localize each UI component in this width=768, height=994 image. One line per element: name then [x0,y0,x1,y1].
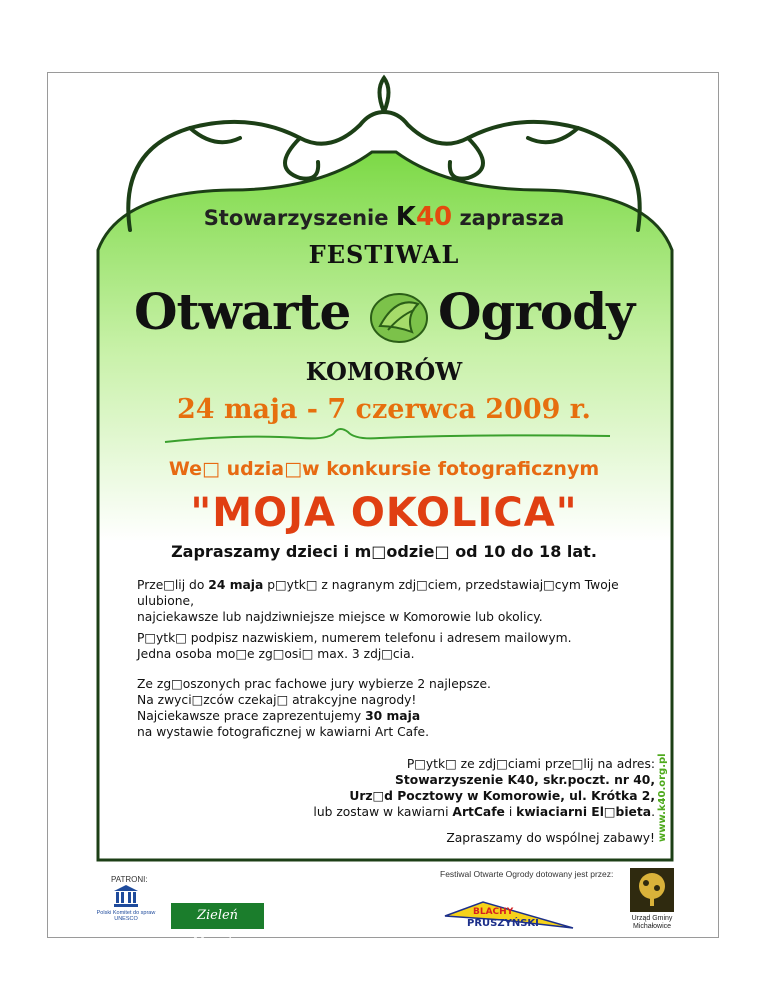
blachy-pruszynski-logo [443,898,578,938]
organizer-line: Stowarzyszenie K40 zaprasza [203,202,565,232]
festival-name-left: Otwarte [134,282,351,341]
patrons-label: PATRONI: [111,875,148,884]
contest-intro: We□ udzia□w konkursie fotograficznym [168,458,600,480]
blachy-top-text: BLACHY [473,907,514,917]
gmina-michalowice-tree-icon [630,868,674,912]
paragraph-prizes: Ze zg□oszonych prac fachowe jury wybierze 2 najlepsze. Na zwyci□zców czekaj□ atrakcyjne nagrody! Najciekawsze prace zaprezentujemy 30 maja na wystawie fotograficznej w kawiarni Art Cafe. [137,677,491,739]
unesco-label: Polski Komitet do spraw UNESCO [96,910,156,922]
zielen-miejska-logo: Zieleń Miejska [171,903,264,929]
funded-by-label: Festiwal Otwarte Ogrody dotowany jest przez: [440,869,614,879]
contest-name: "MOJA OKOLICA" [190,490,578,536]
blachy-bottom-text: PRUSZYŃSKI [467,918,539,929]
festival-leaf-logo-icon [366,286,432,346]
k40-logo-text: K40 [395,202,453,232]
gmina-label: Urząd Gminy Michałowice [631,915,673,930]
mailing-address: P□ytk□ ze zdj□ciami prze□lij na adres: Stowarzyszenie K40, skr.poczt. nr 40, Urz□d Pocztowy w Komorowie, ul. Krótka 2, lub zostaw w kawiarni ArtCafe i kwiaciarni El□bieta. [313,757,655,819]
unesco-temple-icon [113,884,139,908]
festival-label: FESTIWAL [308,240,460,269]
festival-dates: 24 maja - 7 czerwca 2009 r. [177,394,591,425]
paragraph-submission: Prze□lij do 24 maja p□ytk□ z nagranym zdj□ciem, przedstawiaj□cym Twoje ulubione, najciekawsze lub najdziwniejsze miejsce w Komorowie lub okolicy. [137,578,619,624]
website-url: www.k40.org.pl [657,753,668,842]
closing-invite: Zapraszamy do wspólnej zabawy! [446,831,655,845]
contest-invite: Zapraszamy dzieci i m□odzie□ od 10 do 18 lat. [171,542,597,561]
place-name: KOMORÓW [305,357,463,386]
festival-name-right: Ogrody [438,282,635,341]
paragraph-labeling: P□ytk□ podpisz nazwiskiem, numerem telefonu i adresem mailowym. Jedna osoba mo□e zg□osi□ max. 3 zdj□cia. [137,631,572,661]
